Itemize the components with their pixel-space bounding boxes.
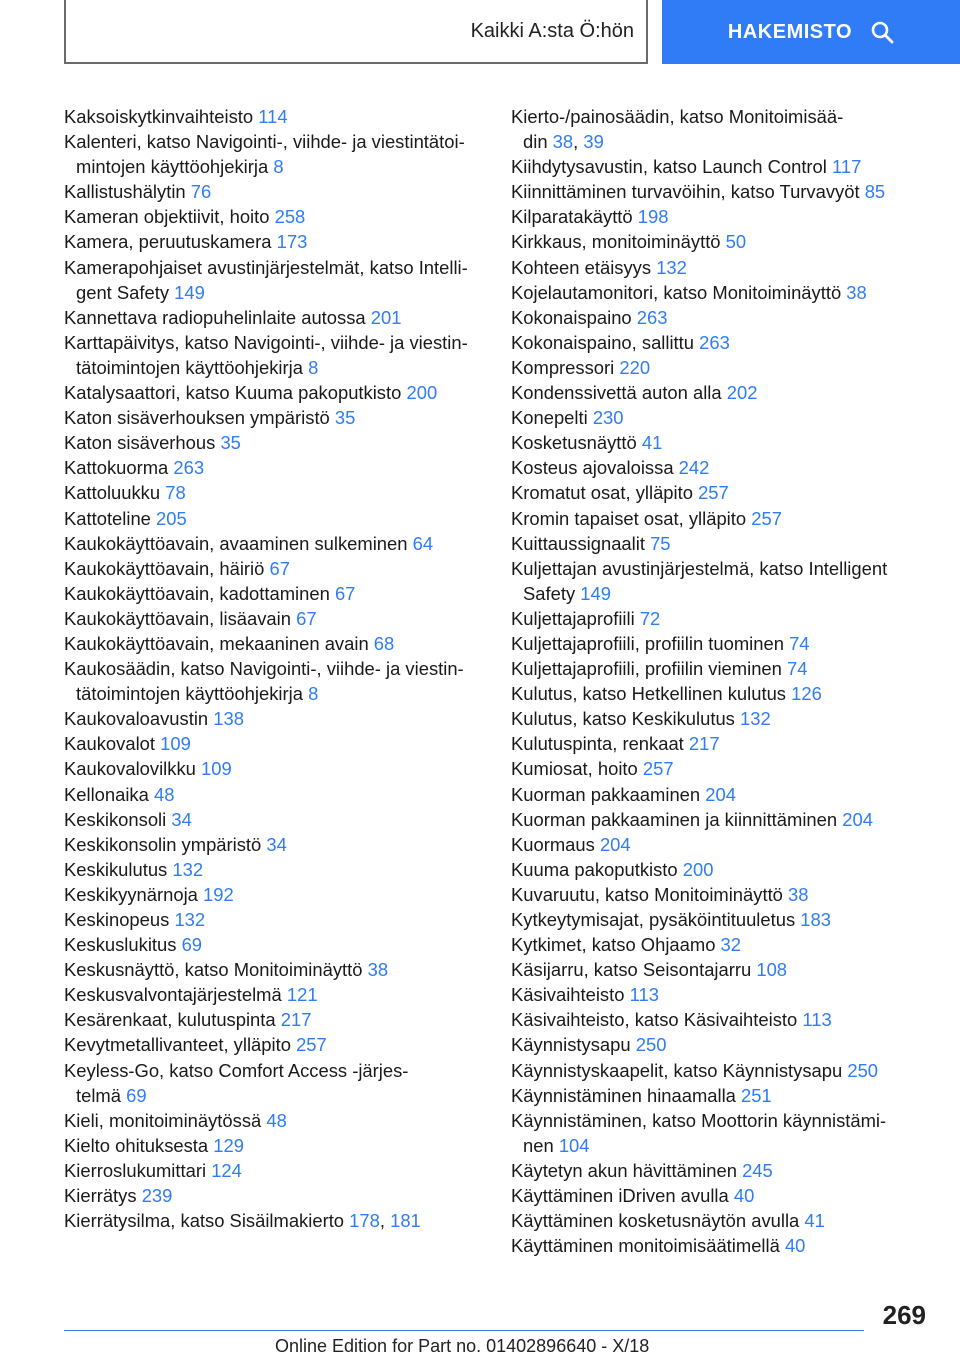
index-entry [511,1208,931,1233]
page-reference-link[interactable]: 178 [349,1210,380,1232]
index-entry [64,531,484,556]
tab-all-a-to-z[interactable] [64,0,648,64]
index-entry [64,1007,484,1032]
page-reference-link[interactable]: 8 [308,356,319,378]
index-term: Kannettava radiopuhelinlaite autossa [64,306,366,328]
index-term-continuation-text: tätoimintojen käyttöohjekirja [76,356,303,378]
index-entry [64,581,484,606]
index-term: Kulutuspinta, renkaat [511,733,684,755]
page-reference-link[interactable]: 38 [552,131,574,153]
index-term: Kaukokäyttöavain, mekaaninen avain [64,632,369,654]
index-entry [64,405,484,430]
index-term: Kuorman pakkaaminen ja kiinnittäminen [511,808,838,830]
index-entry [64,104,484,129]
page-reference-link[interactable]: 250 [635,1034,667,1056]
page-reference-link[interactable]: 67 [296,607,317,629]
index-entry [511,1233,931,1258]
index-entry [511,556,931,606]
page-reference-link[interactable]: 113 [629,984,659,1006]
index-term: Kohteen etäisyys [511,256,652,278]
page-reference-link[interactable]: 204 [705,783,736,805]
index-entry [64,782,484,807]
page-number: 269 [882,1300,926,1330]
index-entry [64,932,484,957]
index-entry [511,380,931,405]
index-term-continuation: din 38, 39 [523,131,604,153]
page-reference-link[interactable]: 74 [787,658,808,680]
index-entry [64,129,484,179]
index-entry [64,1032,484,1057]
index-term: Kellonaika [64,783,149,805]
page-reference-link[interactable]: 132 [740,708,771,730]
index-term: Käynnistäminen, katso Moottorin käynnistämi- [511,1109,887,1131]
index-term: Kuljettajan avustinjärjestelmä, katso Intelligent [511,557,888,579]
index-entry [64,1058,484,1108]
page-reference-link[interactable]: 67 [334,582,356,604]
index-entry [511,280,931,305]
page-reference-link[interactable]: 38 [788,883,809,905]
index-entry [511,756,931,781]
index-term: Kaukovalovilkku [64,758,196,780]
index-term: Kosketusnäyttö [511,432,637,454]
page-reference-link[interactable]: 64 [412,532,434,554]
index-term: Kojelautamonitori, katso Monitoiminäyttö [511,281,842,303]
index-entry [64,1183,484,1208]
page-reference-link[interactable]: 132 [656,256,687,278]
page-reference-link[interactable]: 8 [308,683,319,705]
page-reference-link[interactable]: 245 [742,1159,773,1181]
index-entry [511,606,931,631]
index-term: Katon sisäverhouksen ympäristö [64,407,330,429]
page-reference-link[interactable]: 121 [286,984,318,1006]
page-reference-link[interactable]: 74 [789,632,810,654]
page-reference-link[interactable]: 198 [637,206,669,228]
index-term: Kulutus, katso Hetkellinen kulutus [511,683,786,705]
index-term: Kaukokäyttöavain, lisäavain [64,607,291,629]
index-entry [511,1083,931,1108]
page-reference-link[interactable]: 183 [800,909,831,930]
index-term-continuation [64,280,484,305]
search-icon [870,20,894,44]
page-reference-link[interactable]: 263 [636,306,668,328]
index-term: Kompressori [511,356,615,378]
index-entry [64,506,484,531]
index-term: Kattoteline [64,507,151,529]
index-term: Keskusvalvontajärjestelmä [64,984,282,1006]
page-reference-link[interactable]: 149 [580,582,611,604]
index-term: Kondenssivettä auton alla [511,382,722,404]
index-term: Kierrätys [64,1185,137,1207]
index-entry [511,982,931,1007]
page-reference-link[interactable]: 220 [619,356,651,378]
index-entry [64,857,484,882]
index-entry [64,882,484,907]
page-reference-link[interactable]: 205 [156,507,187,529]
page-reference-link[interactable]: 250 [847,1059,879,1081]
index-term: Kirkkaus, monitoiminäyttö [511,231,721,253]
index-term: Kilparatakäyttö [511,206,633,228]
page-reference-link[interactable]: 75 [650,532,671,554]
index-term: Kieli, monitoiminäytössä [64,1109,262,1131]
page-reference-link[interactable]: 257 [751,507,782,529]
page-reference-link[interactable]: 257 [642,758,674,780]
page-reference-link[interactable]: 38 [367,959,389,981]
page-reference-link[interactable]: 201 [370,306,402,328]
index-term: Karttapäivitys, katso Navigointi-, viihde- ja viestin- [64,331,468,353]
index-entry [511,1108,931,1158]
page-reference-link[interactable]: 204 [599,833,631,855]
page-reference-link[interactable]: 8 [273,156,284,178]
page-reference-link[interactable]: 149 [174,281,205,303]
page-reference-link[interactable]: 40 [733,1185,755,1207]
index-entry [64,380,484,405]
page-reference-link[interactable]: 40 [784,1235,806,1257]
index-term: Katon sisäverhous [64,432,216,454]
index-term: Käyttäminen iDriven avulla [511,1185,729,1207]
page-reference-link[interactable]: 239 [141,1185,173,1207]
index-term: Kromatut osat, ylläpito [511,482,693,504]
page-reference-link[interactable]: 48 [266,1109,287,1131]
page-reference-link[interactable]: 217 [688,733,720,755]
page-reference-link[interactable]: 204 [842,808,873,830]
page-reference-link[interactable]: 129 [213,1134,244,1156]
index-term: Kytkeytymisajat, pysäköintituuletus [511,909,796,930]
page-reference-link[interactable]: 39 [583,131,604,153]
index-term: Käynnistyskaapelit, katso Käynnistysapu [511,1059,843,1081]
index-term-continuation [511,581,931,606]
page-reference-link[interactable]: 41 [641,432,663,454]
index-entry [64,255,484,305]
page-reference-link[interactable]: 117 [832,156,862,178]
page-reference-link[interactable]: 50 [725,231,747,253]
page-reference-link[interactable]: 48 [153,783,175,805]
index-term: Keskikyynärnoja [64,883,198,905]
page-reference-link[interactable]: 109 [201,758,232,780]
index-entry [511,681,931,706]
page-reference-link[interactable]: 109 [160,733,191,755]
page-reference-link[interactable]: 41 [804,1210,825,1232]
index-entry [64,556,484,581]
index-entry [511,1158,931,1183]
index-term: Kesärenkaat, kulutuspinta [64,1009,276,1031]
index-term: Kosteus ajovaloissa [511,457,674,479]
index-term: Kiihdytysavustin, katso Launch Control [511,156,827,178]
index-entry [64,204,484,229]
index-entry [64,907,484,932]
index-button[interactable] [662,0,960,64]
page-reference-link[interactable]: 217 [280,1009,312,1031]
index-term-continuation-text: din [523,131,548,153]
index-entry [511,857,931,882]
index-button-label: HAKEMISTO [727,20,853,43]
index-entry [511,907,931,932]
page-reference-link[interactable]: 257 [698,482,729,504]
index-entry [64,229,484,254]
index-term: Kuljettajaprofiili, profiilin vieminen [511,658,782,680]
index-term: Kattoluukku [64,482,161,504]
index-term-continuation-text: tätoimintojen käyttöohjekirja [76,683,303,705]
index-term: Kaukovaloavustin [64,708,209,730]
page-reference-link[interactable]: 113 [802,1009,832,1031]
index-entry [64,982,484,1007]
index-term-continuation-text: gent Safety [76,281,170,303]
index-term: Kuljettajaprofiili [511,607,635,629]
index-entry [511,1183,931,1208]
index-term: Kaukosäädin, katso Navigointi-, viihde- ja viestin- [64,658,464,680]
index-column-left [64,104,484,1233]
page-reference-link[interactable]: 76 [190,181,212,203]
index-term: Keskinopeus [64,909,170,930]
index-term: Kokonaispaino [511,306,632,328]
index-term: Kallistushälytin [64,181,186,203]
index-term: Kalenteri, katso Navigointi-, viihde- ja viestintätoi- [64,131,465,153]
index-term: Kytkimet, katso Ohjaamo [511,934,716,956]
index-entry [511,932,931,957]
index-term-continuation [511,1133,931,1158]
index-entry [511,255,931,280]
index-term: Kamerapohjaiset avustinjärjestelmät, katso Intelli- [64,256,468,278]
footer-edition: Online Edition for Part no. 01402896640 - X/18 [275,1336,650,1356]
page-reference-link[interactable]: 132 [172,858,204,880]
index-term: Käynnistysapu [511,1034,631,1056]
index-term: Kierroslukumittari [64,1159,207,1181]
index-term: Katalysaattori, katso Kuuma pakoputkisto [64,382,402,404]
index-term: Kaukokäyttöavain, avaaminen sulkeminen [64,532,408,554]
page-reference-link[interactable]: 242 [678,457,710,479]
index-entry [511,455,931,480]
index-entry [64,606,484,631]
index-entry [511,229,931,254]
footer-divider [64,1330,864,1331]
page-reference-link[interactable]: 34 [266,833,287,855]
page-reference-link[interactable]: 108 [756,959,788,981]
index-term: Keskikonsoli [64,808,167,830]
page-reference-link[interactable]: 114 [258,106,288,127]
index-entry [64,480,484,505]
index-entry [64,731,484,756]
index-term-continuation-text: nen [523,1134,554,1156]
page-reference-link[interactable]: 138 [213,708,244,730]
index-entry [511,957,931,982]
index-entry [511,204,931,229]
page-reference-link[interactable]: 263 [173,457,205,479]
index-entry [511,882,931,907]
index-term: Kaukokäyttöavain, kadottaminen [64,582,330,604]
index-term: Kuuma pakoputkisto [511,858,678,880]
index-term: Kevytmetallivanteet, ylläpito [64,1034,291,1056]
index-term: Kulutus, katso Keskikulutus [511,708,735,730]
index-term: Käytetyn akun hävittäminen [511,1159,737,1181]
index-term-continuation [64,681,484,706]
index-entry [511,1032,931,1057]
index-entry [511,330,931,355]
index-term: Kuormaus [511,833,595,855]
index-term: Kuorman pakkaaminen [511,783,701,805]
index-term: Konepelti [511,407,588,429]
page-reference-link[interactable]: 104 [558,1134,590,1156]
index-term: Kaksoiskytkinvaihteisto [64,106,254,127]
index-entry [511,731,931,756]
index-entry [64,957,484,982]
index-term: Kuljettajaprofiili, profiilin tuominen [511,632,784,654]
index-entry [511,405,931,430]
index-term: Kattokuorma [64,457,169,479]
index-term: Kaukokäyttöavain, häiriö [64,557,265,579]
page-reference-link[interactable]: 126 [791,683,822,705]
index-entry [511,104,931,154]
index-column-right [511,104,931,1258]
index-term: Keskuslukitus [64,934,177,956]
index-term-continuation [64,355,484,380]
page-reference-link[interactable]: 78 [165,482,186,504]
index-entry [511,782,931,807]
index-term: Keskikonsolin ympäristö [64,833,262,855]
index-entry [64,706,484,731]
page-reference-link[interactable]: 68 [373,632,395,654]
index-entry [64,330,484,380]
index-entry [64,756,484,781]
page-reference-link[interactable]: 200 [406,382,438,404]
page-reference-link[interactable]: 200 [682,858,714,880]
index-term-continuation-text: mintojen käyttöohjekirja [76,156,269,178]
index-term: Kameran objektiivit, hoito [64,206,270,228]
page-reference-link[interactable]: 173 [276,231,308,253]
page-reference-link[interactable]: 35 [220,432,241,454]
tab-label: Kaikki A:sta Ö:hön [470,19,634,42]
index-term: Käsijarru, katso Seisontajarru [511,959,752,981]
page-reference-link[interactable]: 251 [741,1084,772,1106]
page-reference-link[interactable]: 258 [274,206,306,228]
index-entry [64,430,484,455]
page-reference-link[interactable]: 192 [203,883,234,905]
index-term-continuation-text: telmä [76,1084,121,1106]
index-entry [511,480,931,505]
index-term: Keskusnäyttö, katso Monitoiminäyttö [64,959,363,981]
page-reference-link[interactable]: 67 [269,557,290,579]
index-term: Kiinnittäminen turvavöihin, katso Turvavyöt [511,181,860,203]
index-entry [511,656,931,681]
index-entry: Kierrätysilma, katso Sisäilmakierto 178, 181 [64,1210,421,1232]
index-entry [511,531,931,556]
index-term: Kokonaispaino, sallittu [511,331,694,353]
page-reference-link[interactable]: 38 [846,281,867,303]
page-reference-link[interactable]: 132 [174,909,206,930]
index-entry [64,179,484,204]
index-term: Kromin tapaiset osat, ylläpito [511,507,747,529]
index-term: Kamera, peruutuskamera [64,231,272,253]
index-entry [511,807,931,832]
index-term: Kumiosat, hoito [511,758,638,780]
index-term-continuation-text: Safety [523,582,576,604]
index-entry [511,1007,931,1032]
index-entry [64,656,484,706]
page-reference-link[interactable]: 230 [592,407,624,429]
index-entry [64,1158,484,1183]
index-term: Kaukovalot [64,733,155,755]
index-term: Kuittaussignaalit [511,532,645,554]
page-reference-link[interactable]: 257 [296,1034,327,1056]
page-reference-link[interactable]: 124 [211,1159,242,1181]
index-term-continuation [64,154,484,179]
index-entry [64,305,484,330]
index-entry [64,807,484,832]
index-term: Käyttäminen kosketusnäytön avulla [511,1210,800,1232]
page-reference-link[interactable]: 69 [181,934,203,956]
index-entry [511,1058,931,1083]
index-term: Keskikulutus [64,858,168,880]
index-entry [64,1133,484,1158]
index-entry [511,706,931,731]
index-term: Kierrätysilma, katso Sisäilmakierto [64,1210,345,1232]
index-term: Käynnistäminen hinaamalla [511,1084,736,1106]
index-term: Käsivaihteisto, katso Käsivaihteisto [511,1009,798,1031]
index-entry [511,355,931,380]
page-reference-link[interactable]: 34 [171,808,192,830]
index-entry [64,631,484,656]
page-reference-link[interactable]: 72 [639,607,661,629]
page-reference-link[interactable]: 32 [720,934,742,956]
index-entry [511,506,931,531]
page-reference-link[interactable]: 35 [334,407,356,429]
index-term: Käsivaihteisto [511,984,625,1006]
index-entry [511,154,931,179]
index-term: Kierto-/painosäädin, katso Monitoimisää- [511,106,844,127]
index-term: Kielto ohituksesta [64,1134,209,1156]
index-entry [511,305,931,330]
index-term: Käyttäminen monitoimisäätimellä [511,1235,780,1257]
index-entry [64,1108,484,1133]
index-entry [511,631,931,656]
index-entry [511,430,931,455]
page-reference-link[interactable]: 202 [726,382,758,404]
index-entry [64,832,484,857]
page-reference-link[interactable]: 263 [699,331,730,353]
index-term-continuation [64,1083,484,1108]
index-entry [511,832,931,857]
index-entry [64,455,484,480]
page-reference-link[interactable]: 69 [126,1084,147,1106]
index-term: Kuvaruutu, katso Monitoiminäyttö [511,883,783,905]
index-term: Keyless-Go, katso Comfort Access -järjes- [64,1059,409,1081]
page-reference-link[interactable]: 85 [864,181,886,203]
index-entry [511,179,931,204]
page-reference-link[interactable]: 181 [390,1210,421,1232]
